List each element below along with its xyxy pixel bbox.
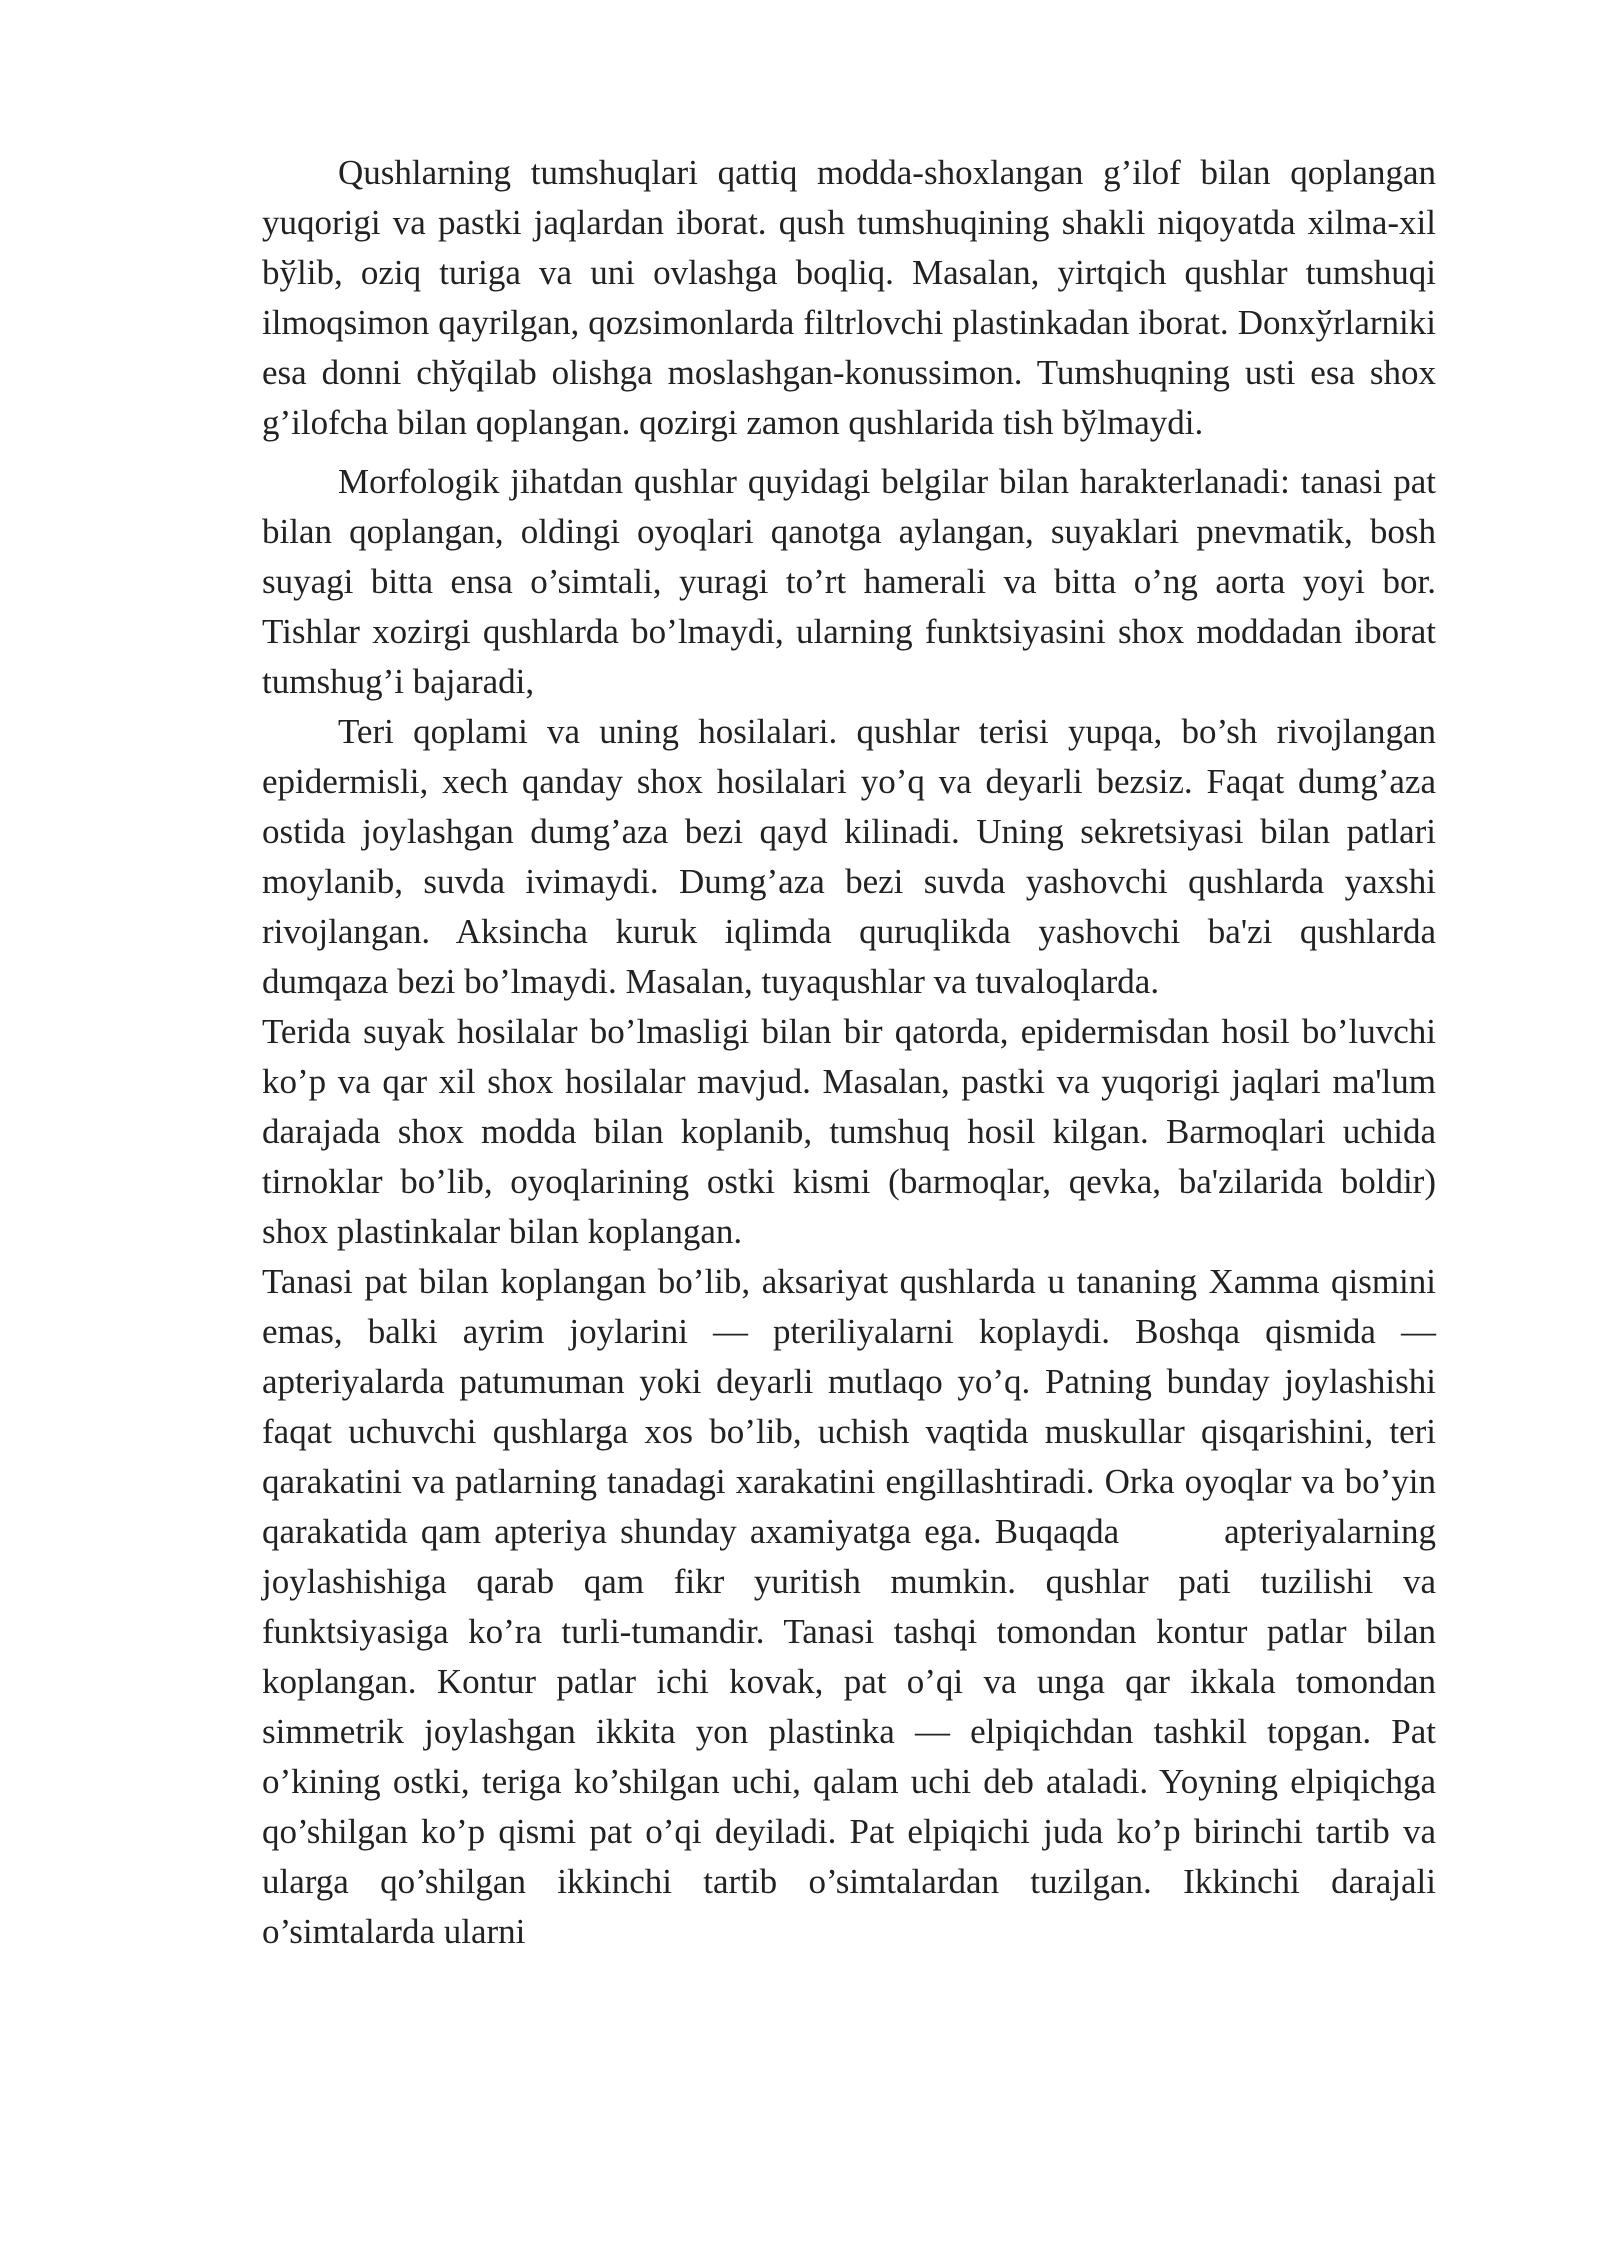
paragraph-skin: Teri qoplami va uning hosilalari. qushlar terisi yupqa, bo’sh rivojlangan epidermisli, xech qanday shox hosilalari yo’q va deyarli bezsiz. Faqat dumg’aza ostida joylashgan dumg’aza bezi qayd kilinadi. Uning sekretsiyasi bilan patlari moylanib, suvda ivimaydi. Dumg’aza bezi suvda yashovchi qushlarda yaxshi rivojlangan. Aksincha kuruk iqlimda quruqlikda yashovchi ba'zi qushlarda dumqaza bezi bo’lmaydi. Masalan, tuyaqushlar va tuvaloqlarda. xyxy=(262,712,1436,1001)
paragraph-morphology: Morfologik jihatdan qushlar quyidagi belgilar bilan harakterlanadi: tanasi pat bilan qoplangan, oldingi oyoqlari qanotga aylangan, suyaklari pnevmatik, bosh suyagi bitta ensa o’simtali, yuragi to’rt hamerali va bitta o’ng aorta yoyi bor. Tishlar xozirgi qushlarda bo’lmaydi, ularning funktsiyasini shox moddadan iborat tumshug’i bajaradi, xyxy=(262,462,1436,701)
paragraph-horn-structures: Terida suyak hosilalar bo’lmasligi bilan bir qatorda, epidermisdan hosil bo’luvchi ko’p va qar xil shox hosilalar mavjud. Masalan, pastki va yuqorigi jaqlari ma'lum darajada shox modda bilan koplanib, tumshuq hosil kilgan. Barmoqlari uchida tirnoklar bo’lib, oyoqlarining ostki kismi (barmoqlar, qevka, ba'zilarida boldir) shox plastinkalar bilan koplangan. xyxy=(262,1012,1436,1251)
paragraph-feathers: Tanasi pat bilan koplangan bo’lib, aksariyat qushlarda u tananing Xamma qismini emas, balki ayrim joylarini — pteriliyalarni koplaydi. Boshqa qismida — apteriyalarda patumuman yoki deyarli mutlaqo yo’q. Patning bunday joylashishi faqat uchuvchi qushlarga xos bo’lib, uchish vaqtida muskullar qisqarishini, teri qarakatini va patlarning tanadagi xarakatini engillashtiradi. Orka oyoqlar va bo’yin qarakatida qam apteriya shunday axamiyatga ega. Buqaqda apteriyalarning joylashishiga qarab qam fikr yuritish mumkin. qushlar pati tuzilishi va funktsiyasiga ko’ra turli-tumandir. Tanasi tashqi tomondan kontur patlar bilan koplangan. Kontur patlar ichi kovak, pat o’qi va unga qar ikkala tomondan simmetrik joylashgan ikkita yon plastinka — elpiqichdan tashkil topgan. Pat o’kining ostki, teriga ko’shilgan uchi, qalam uchi deb ataladi. Yoyning elpiqichga qo’shilgan ko’p qismi pat o’qi deyiladi. Pat elpiqichi juda ko’p birinchi tartib va ularga qo’shilgan ikkinchi tartib o’simtalardan tuzilgan. Ikkinchi darajali o’simtalarda ularni xyxy=(262,1262,1436,1951)
paragraph-beaks: Qushlarning tumshuqlari qattiq modda-shoxlangan g’ilof bilan qoplangan yuqorigi va pastki jaqlardan iborat. qush tumshuqining shakli niqoyatda xilma-xil bўlib, oziq turiga va uni ovlashga boqliq. Masalan, yirtqich qushlar tumshuqi ilmoqsimon qayrilgan, qozsimonlarda filtrlovchi plastinkadan iborat. Donxўrlarniki esa donni chўqilab olishga moslashgan-konussimon. Tumshuqning usti esa shox g’ilofcha bilan qoplangan. qozirgi zamon qushlarida tish bўlmaydi. xyxy=(262,153,1436,442)
document-page xyxy=(262,148,1436,1957)
